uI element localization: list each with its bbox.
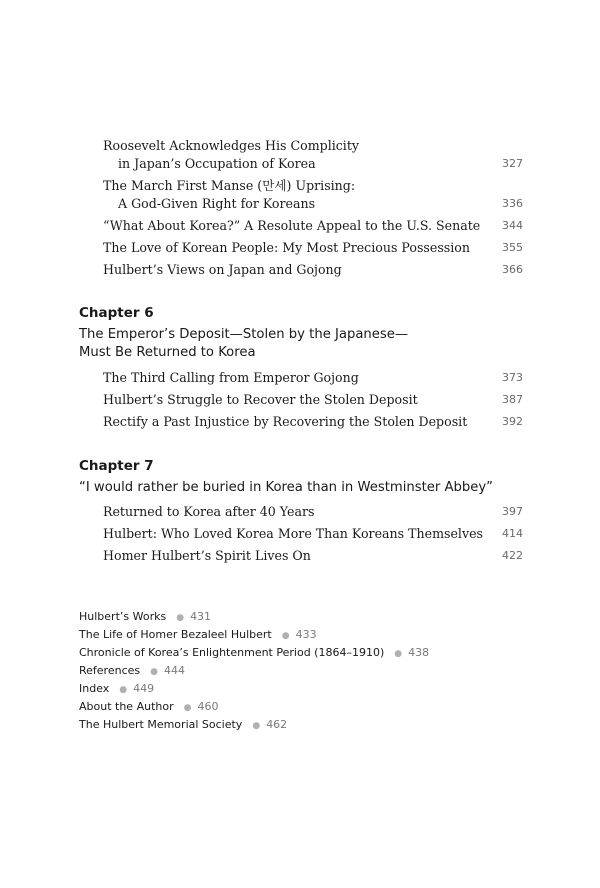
bullet-dot-icon: ● bbox=[119, 685, 128, 695]
back-matter-title: The Hulbert Memorial Society bbox=[79, 718, 243, 731]
bullet-dot-icon: ● bbox=[394, 649, 403, 659]
chapter-6-title bbox=[79, 326, 539, 362]
page-number: 462 bbox=[266, 718, 288, 731]
back-matter-entry[interactable] bbox=[79, 698, 539, 717]
back-matter-title: About the Author bbox=[79, 700, 174, 713]
toc-entry[interactable] bbox=[103, 503, 523, 521]
chapter-7-label: Chapter 7 bbox=[79, 458, 154, 474]
chapter-title-line2: Must Be Returned to Korea bbox=[79, 345, 256, 360]
page-number: 444 bbox=[163, 664, 185, 677]
page-number: 438 bbox=[408, 646, 430, 659]
back-matter-entry[interactable] bbox=[79, 662, 539, 681]
chapter-7-title: “I would rather be buried in Korea than in Westminster Abbey” bbox=[79, 480, 494, 495]
toc-entry[interactable] bbox=[103, 261, 523, 279]
entry-title: The Third Calling from Emperor Gojong bbox=[103, 370, 359, 385]
page-number: 433 bbox=[295, 628, 317, 641]
toc-entry[interactable] bbox=[103, 217, 523, 235]
back-matter-entry[interactable] bbox=[79, 626, 539, 645]
back-matter-entry[interactable] bbox=[79, 644, 539, 663]
entry-title: Rectify a Past Injustice by Recovering the Stolen Deposit bbox=[103, 414, 468, 429]
toc-entry[interactable] bbox=[103, 239, 523, 257]
toc-entry[interactable] bbox=[103, 137, 523, 173]
toc-entry[interactable] bbox=[103, 525, 523, 543]
bullet-dot-icon: ● bbox=[252, 721, 261, 731]
page-number: 355 bbox=[502, 241, 523, 254]
toc-entry[interactable] bbox=[103, 177, 523, 213]
page-number: 387 bbox=[502, 393, 523, 406]
back-matter-title: Hulbert’s Works bbox=[79, 610, 167, 623]
back-matter-title: References bbox=[79, 664, 141, 677]
bullet-dot-icon: ● bbox=[281, 631, 290, 641]
page-number: 344 bbox=[502, 219, 523, 232]
back-matter-title: The Life of Homer Bezaleel Hulbert bbox=[79, 628, 272, 641]
entry-title-line2: in Japan’s Occupation of Korea bbox=[118, 156, 316, 171]
page-number: 327 bbox=[502, 157, 523, 170]
back-matter-entry[interactable] bbox=[79, 716, 539, 735]
page-number: 336 bbox=[502, 197, 523, 210]
entry-title: Hulbert: Who Loved Korea More Than Koreans Themselves bbox=[103, 526, 483, 541]
entry-title: “What About Korea?” A Resolute Appeal to the U.S. Senate bbox=[103, 218, 481, 233]
entry-title: Hulbert’s Struggle to Recover the Stolen Deposit bbox=[103, 392, 418, 407]
toc-entry[interactable] bbox=[103, 369, 523, 387]
entry-title-line1: Roosevelt Acknowledges His Complicity bbox=[103, 138, 360, 153]
bullet-dot-icon: ● bbox=[150, 667, 158, 677]
back-matter-entry[interactable] bbox=[79, 608, 539, 627]
entry-title: Hulbert’s Views on Japan and Gojong bbox=[103, 262, 342, 277]
back-matter-title: Index bbox=[79, 682, 110, 695]
chapter-title-line1: The Emperor’s Deposit—Stolen by the Japanese— bbox=[79, 327, 409, 342]
page-number: 414 bbox=[502, 527, 523, 540]
entry-title: Returned to Korea after 40 Years bbox=[103, 504, 315, 519]
back-matter-entry[interactable] bbox=[79, 680, 539, 699]
page-number: 366 bbox=[502, 263, 523, 276]
toc-entry[interactable] bbox=[103, 391, 523, 409]
page-number: 431 bbox=[190, 610, 212, 623]
page-number: 460 bbox=[197, 700, 219, 713]
entry-title: Homer Hulbert’s Spirit Lives On bbox=[103, 548, 311, 563]
page-number: 449 bbox=[133, 682, 155, 695]
page-number: 397 bbox=[502, 505, 523, 518]
toc-entry[interactable] bbox=[103, 413, 523, 431]
page-number: 392 bbox=[502, 415, 523, 428]
entry-title-line2: A God-Given Right for Koreans bbox=[118, 196, 316, 211]
entry-title: The Love of Korean People: My Most Precious Possession bbox=[103, 240, 470, 255]
back-matter-title: Chronicle of Korea’s Enlightenment Period (1864–1910) bbox=[79, 646, 385, 659]
page-number: 422 bbox=[502, 549, 523, 562]
bullet-dot-icon: ● bbox=[183, 703, 192, 713]
toc-entry[interactable] bbox=[103, 547, 523, 565]
chapter-6-label: Chapter 6 bbox=[79, 305, 154, 321]
bullet-dot-icon: ● bbox=[176, 613, 185, 623]
entry-title-line1: The March First Manse (만세) Uprising: bbox=[103, 178, 356, 193]
page-number: 373 bbox=[502, 371, 523, 384]
